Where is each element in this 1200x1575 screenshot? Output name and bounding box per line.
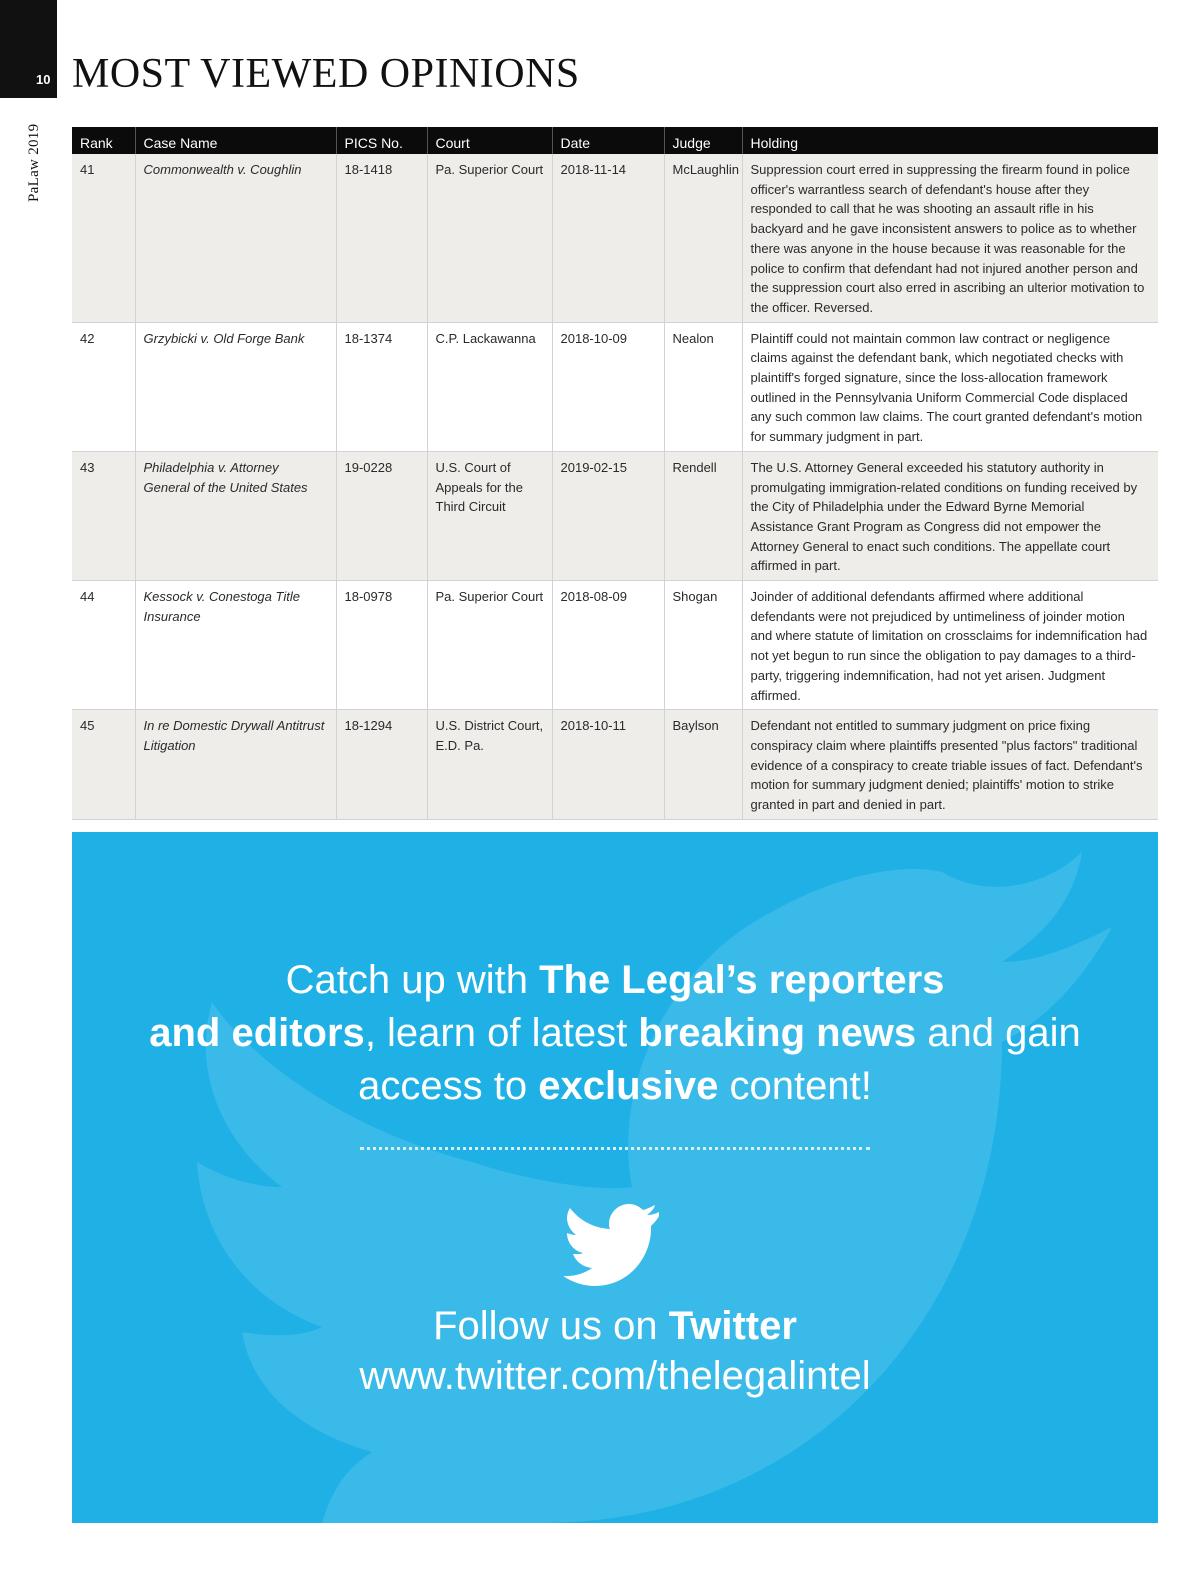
cell-holding: Plaintiff could not maintain common law contract or negligence claims against the defendant bank, which negotiated checks with plaintiff's forged signature, since the loss-allocation framework outlined in the Pennsylvania Uniform Commercial Code displaced any such common law claims. The court granted defendant's motion for summary judgment in part. [742,322,1158,451]
table-row [72,451,1158,580]
promo-line-1-light: Catch up with [285,958,540,1002]
cell-date: 2019-02-15 [552,451,664,580]
cell-case-name: Grzybicki v. Old Forge Bank [135,322,336,451]
header-rank: Rank [72,127,135,154]
follow-us-twitter: Twitter [668,1304,797,1348]
page-number-tab [0,0,57,98]
header-court: Court [427,127,552,154]
promo-line-3-bold: exclusive [538,1064,719,1108]
cell-holding: The U.S. Attorney General exceeded his statutory authority in promulgating immigration-related conditions on funding received by the City of Philadelphia under the Edward Byrne Memorial Assistance Grant Program as Congress did not empower the Attorney General to enact such conditions. The appellate court affirmed in part. [742,451,1158,580]
cell-holding: Joinder of additional defendants affirmed where additional defendants were not prejudiced by untimeliness of joinder motion and where statute of limitation on crossclaims for indemnification had not yet begun to run since the obligation to pay damages to a third-party, triggering indemnification, had not yet arisen. Judgment affirmed. [742,581,1158,710]
cell-rank: 45 [72,710,135,820]
twitter-bird-watermark-icon [72,832,1158,1523]
most-viewed-opinions-table [72,127,1158,820]
cell-rank: 44 [72,581,135,710]
promo-line-1 [72,954,1158,1007]
promo-line-1-bold: The Legal’s reporters [539,958,945,1002]
page-number: 10 [36,72,51,87]
table-row [72,322,1158,451]
cell-holding: Suppression court erred in suppressing the firearm found in police officer's warrantless search of defendant's house after they responded to call that he was shooting an assault rifle in his backyard and he gave inconsistent answers to police as to whether there was anyone in the house because it was reasonable for the police to confirm that defendant had not injured another person and the suppression court also erred in ascribing an ulterior motivation to the officer. Reversed. [742,154,1158,322]
table-row [72,581,1158,710]
twitter-promo-banner [72,832,1158,1523]
follow-us-line [72,1302,1158,1350]
cell-judge: Rendell [664,451,742,580]
table-row [72,710,1158,820]
promo-line-2-bold-2: breaking news [638,1011,917,1055]
cell-pics-no: 18-1294 [336,710,427,820]
cell-holding: Defendant not entitled to summary judgment on price fixing conspiracy claim where plaintiffs presented "plus factors" traditional evidence of a conspiracy to create triable issues of fact. Defendant's motion for summary judgment denied; plaintiffs' motion to strike granted in part and denied in part. [742,710,1158,820]
header-holding: Holding [742,127,1158,154]
cell-pics-no: 19-0228 [336,451,427,580]
cell-judge: Nealon [664,322,742,451]
cell-case-name: In re Domestic Drywall Antitrust Litigation [135,710,336,820]
cell-judge: McLaughlin [664,154,742,322]
cell-court: Pa. Superior Court [427,581,552,710]
promo-line-2-bold-1: and editors [149,1011,365,1055]
header-pics-no: PICS No. [336,127,427,154]
header-case-name: Case Name [135,127,336,154]
cell-judge: Baylson [664,710,742,820]
promo-message [72,954,1158,1113]
cell-date: 2018-10-09 [552,322,664,451]
promo-line-2 [72,1007,1158,1060]
twitter-bird-icon [564,1204,664,1286]
cell-case-name: Commonwealth v. Coughlin [135,154,336,322]
cell-date: 2018-10-11 [552,710,664,820]
page-title: MOST VIEWED OPINIONS [72,51,580,97]
promo-line-3-light-2: content! [718,1064,872,1108]
cell-pics-no: 18-1418 [336,154,427,322]
cell-pics-no: 18-1374 [336,322,427,451]
header-date: Date [552,127,664,154]
cell-judge: Shogan [664,581,742,710]
cell-case-name: Philadelphia v. Attorney General of the United States [135,451,336,580]
cell-rank: 42 [72,322,135,451]
cell-pics-no: 18-0978 [336,581,427,710]
cell-rank: 41 [72,154,135,322]
publication-label: PaLaw 2019 [26,123,42,202]
cell-date: 2018-11-14 [552,154,664,322]
table-row [72,154,1158,322]
cell-case-name: Kessock v. Conestoga Title Insurance [135,581,336,710]
twitter-url-link[interactable]: www.twitter.com/thelegalintel [359,1354,871,1398]
cell-court: U.S. District Court, E.D. Pa. [427,710,552,820]
follow-us-light: Follow us on [433,1304,669,1348]
promo-line-2-light-1: , learn of latest [364,1011,639,1055]
header-judge: Judge [664,127,742,154]
cell-court: C.P. Lackawanna [427,322,552,451]
cell-date: 2018-08-09 [552,581,664,710]
dotted-divider [360,1147,870,1150]
cell-court: U.S. Court of Appeals for the Third Circuit [427,451,552,580]
cell-rank: 43 [72,451,135,580]
promo-line-3 [72,1060,1158,1113]
table-header-row [72,127,1158,154]
promo-line-3-light-1: access to [358,1064,539,1108]
cell-court: Pa. Superior Court [427,154,552,322]
promo-line-2-light-2: and gain [916,1011,1081,1055]
